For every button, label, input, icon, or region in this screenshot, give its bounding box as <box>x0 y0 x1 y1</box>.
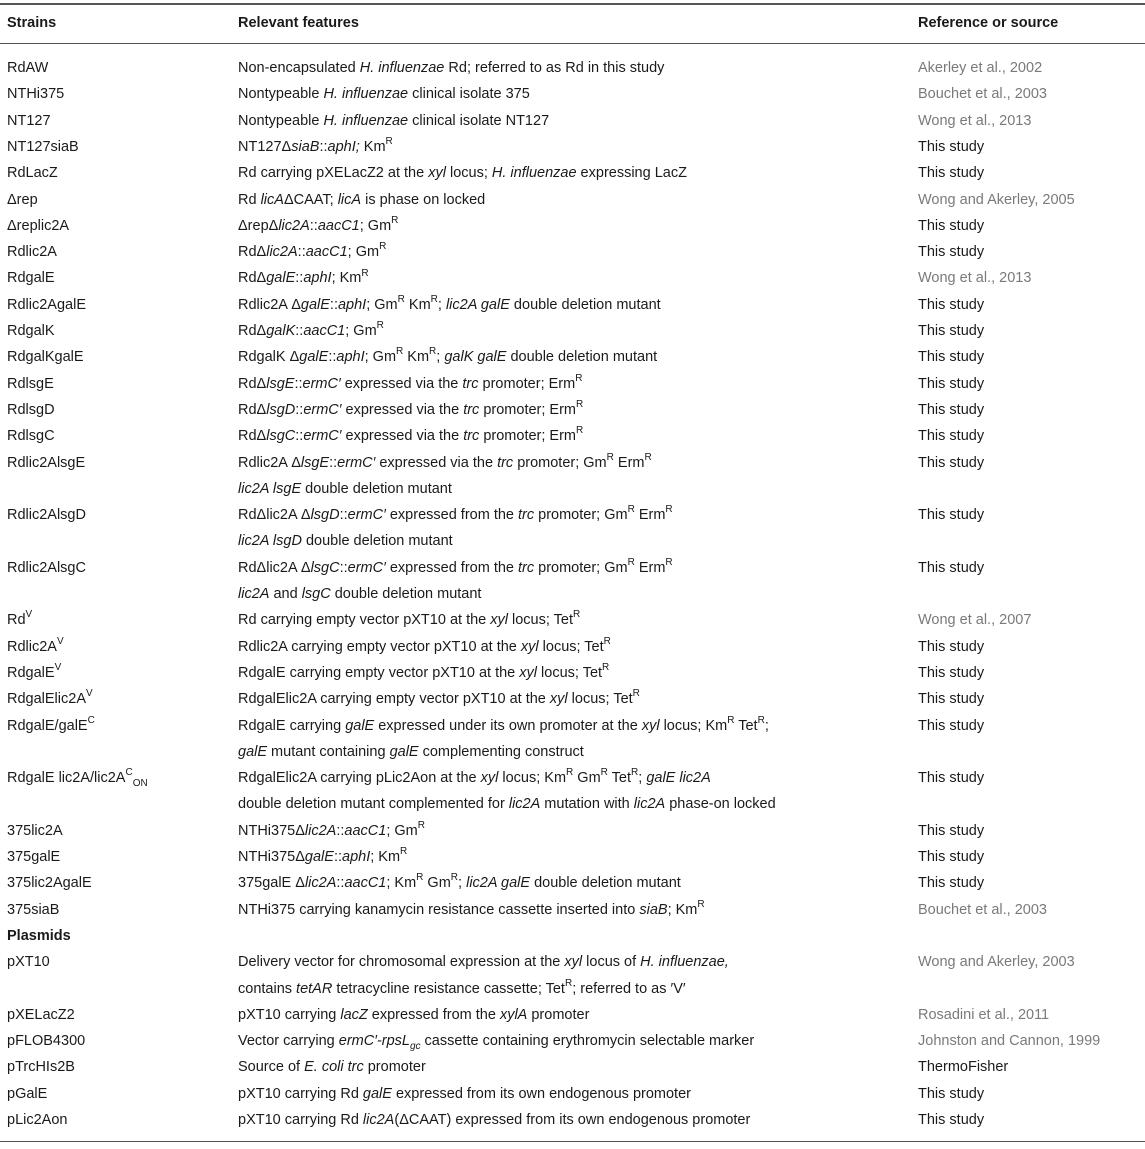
reference-citation: Wong and Akerley, 2005 <box>918 191 1075 208</box>
features-cell: Rd carrying pXELacZ2 at the xyl locus; H. influenzae expressing LacZ <box>238 165 687 182</box>
strain-cell: RdgalK <box>7 323 55 339</box>
features-cell: RdΔlsgC::ermC′ expressed via the trc promoter; Erm$^R$ <box>238 425 584 445</box>
strain-cell: RdgalE <box>7 270 55 287</box>
top-rule <box>0 3 1145 5</box>
strain-cell: RdlsgC <box>7 428 55 445</box>
table-row <box>0 581 1145 607</box>
features-cell: lic2A lsgE double deletion mutant <box>238 480 452 497</box>
section-heading: Plasmids <box>7 927 71 944</box>
bottom-rule <box>0 1141 1145 1142</box>
features-cell: Rd carrying empty vector pXT10 at the xyl locus; Tet$^R$ <box>238 609 581 629</box>
table-row <box>0 528 1145 554</box>
table-row <box>0 739 1145 765</box>
features-cell: NTHi375ΔgalE::aphI; $Km^R$ <box>238 846 408 865</box>
table-row <box>0 423 1145 449</box>
features-cell: RdgalElic2A carrying empty vector pXT10 at the xyl locus; Tet$^R$ <box>238 688 640 708</box>
features-cell: pXT10 carrying Rd lic2A(ΔCAAT) expressed from its own endogenous promoter <box>238 1112 751 1128</box>
reference-cell: ThermoFisher <box>918 1059 1009 1076</box>
strain-cell: RdAW <box>7 60 49 76</box>
features-cell: lic2A lsgD double deletion mutant <box>238 533 453 550</box>
reference-cell: This study <box>918 822 985 839</box>
header-row <box>0 10 1145 36</box>
header-rule <box>0 43 1145 44</box>
strain-cell: RdLacZ <box>7 165 58 182</box>
features-cell: NTHi375Δlic2A::aacC1; $Gm^R$ <box>238 819 425 839</box>
reference-cell: This study <box>918 770 985 787</box>
features-cell: Nontypeable H. influenzae clinical isolate 375 <box>238 86 530 103</box>
strain-cell: Δrep <box>7 191 38 208</box>
strain-cell: RdgalE $lic2A/lic2A^C_{ON}$ <box>7 767 148 789</box>
features-cell: pXT10 carrying Rd galE expressed from its own endogenous promoter <box>238 1085 691 1102</box>
reference-cell: This study <box>918 875 985 892</box>
features-cell: RdΔgalK::aacC1; $Gm^R$ <box>238 320 384 339</box>
table-row <box>0 791 1145 817</box>
table-row <box>0 213 1145 239</box>
strain-cell: pXELacZ2 <box>7 1006 75 1023</box>
reference-cell: This study <box>918 349 985 366</box>
table-row <box>0 870 1145 896</box>
features-cell: NTHi375 carrying kanamycin resistance cassette inserted into siaB; $Km^R$ <box>238 898 705 918</box>
strain-cell: pXT10 <box>7 954 50 971</box>
reference-citation: Bouchet et al., 2003 <box>918 86 1047 103</box>
table-row <box>0 1081 1145 1107</box>
features-cell: Rdlic2A carrying empty vector pXT10 at the xyl locus; Tet$^R$ <box>238 635 611 655</box>
table-row <box>0 502 1145 528</box>
table-row <box>0 371 1145 397</box>
features-cell: Nontypeable H. influenzae clinical isolate NT127 <box>238 112 550 129</box>
table-row <box>0 1054 1145 1080</box>
table-row <box>0 134 1145 160</box>
features-cell: RdgalE carrying galE expressed under its own promoter at the xyl locus; $Km^R$ Tet$^R$; <box>238 714 769 734</box>
strain-cell: Rdlic2A <box>7 244 57 261</box>
header-features: Relevant features <box>238 15 359 31</box>
reference-cell: This study <box>918 323 985 339</box>
features-cell: NT127ΔsiaB::aphI; $Km^R$ <box>238 136 393 155</box>
features-cell: ΔrepΔlic2A::aacC1; $Gm^R$ <box>238 214 399 234</box>
strain-cell: 375siaB <box>7 901 60 918</box>
features-cell: Source of E. coli trc promoter <box>238 1059 426 1076</box>
reference-cell: This study <box>918 1085 985 1102</box>
table-row <box>0 1028 1145 1054</box>
strain-cell: Rdlic2AlsgE <box>7 454 86 471</box>
table-row <box>0 686 1145 712</box>
strain-cell: pGalE <box>7 1085 48 1102</box>
strain-cell: RdgalE/galE$^C$ <box>7 714 95 734</box>
table-row <box>0 1107 1145 1133</box>
table-row <box>0 292 1145 318</box>
strain-cell: RdlsgE <box>7 375 54 392</box>
reference-cell: This study <box>918 217 985 234</box>
features-cell: Delivery vector for chromosomal expression at the xyl locus of H. influenzae, <box>238 954 729 971</box>
reference-cell: This study <box>918 1112 985 1128</box>
table-row <box>0 397 1145 423</box>
reference-cell: This study <box>918 401 985 418</box>
reference-citation: Wong and Akerley, 2003 <box>918 954 1075 971</box>
features-cell: RdΔlic2A ΔlsgD::ermC′ expressed from the trc promoter; $Gm^R$ Erm$^R$ <box>238 504 673 524</box>
table-row <box>0 765 1145 791</box>
features-cell: galE mutant containing galE complementing construct <box>238 743 584 760</box>
features-cell: RdgalElic2A carrying pLic2Aon at the xyl locus; $Km^R$ $Gm^R$ Tet$^R$; galE lic2A <box>238 767 711 787</box>
reference-cell: This study <box>918 691 985 708</box>
strain-cell: Rdlic2AlsgC <box>7 559 86 576</box>
features-cell: Vector carrying ermC′-rpsL$_{gc}$ cassette containing erythromycin selectable marker <box>238 1033 755 1052</box>
reference-cell: This study <box>918 165 985 182</box>
reference-cell: This study <box>918 375 985 392</box>
table-row <box>0 949 1145 975</box>
features-cell: RdgalE carrying empty vector pXT10 at the xyl locus; Tet$^R$ <box>238 662 610 681</box>
table-row <box>0 634 1145 660</box>
table-row <box>0 713 1145 739</box>
reference-citation: Wong et al., 2013 <box>918 112 1032 129</box>
reference-citation: Bouchet et al., 2003 <box>918 901 1047 918</box>
features-cell: contains tetAR tetracycline resistance cassette; Tet$^R$; referred to as ′V′ <box>238 977 686 997</box>
reference-cell: This study <box>918 559 985 576</box>
strain-cell: RdlsgD <box>7 401 55 418</box>
strain-cell: $RdgalElic2A^V$ <box>7 688 93 708</box>
features-cell: RdΔlsgE::ermC′ expressed via the trc promoter; Erm$^R$ <box>238 372 583 392</box>
table-row <box>0 55 1145 81</box>
table-row <box>0 897 1145 923</box>
table-row <box>0 476 1145 502</box>
reference-citation: Wong et al., 2013 <box>918 270 1032 287</box>
strain-cell: $Rd^V$ <box>7 609 33 629</box>
features-cell: Rdlic2A ΔgalE::aphI; $Gm^R$ $Km^R$; lic2A galE double deletion mutant <box>238 293 661 313</box>
table-row <box>0 555 1145 581</box>
features-cell: Non-encapsulated H. influenzae Rd; referred to as Rd in this study <box>238 60 665 76</box>
strain-cell: pTrcHIs2B <box>7 1059 75 1076</box>
table-row <box>0 239 1145 265</box>
table-row <box>0 1002 1145 1028</box>
table-row <box>0 607 1145 633</box>
features-cell: Rdlic2A ΔlsgE::ermC′ expressed via the trc promoter; $Gm^R$ Erm$^R$ <box>238 451 652 471</box>
table-row <box>0 318 1145 344</box>
reference-cell: This study <box>918 664 985 681</box>
reference-citation: Akerley et al., 2002 <box>918 60 1043 76</box>
strain-cell: RdgalE$^V$ <box>7 662 62 681</box>
strain-cell: pLic2Aon <box>7 1112 68 1128</box>
strain-cell: RdgalKgalE <box>7 349 84 366</box>
table-row <box>0 844 1145 870</box>
features-cell: Rd licAΔCAAT; licA is phase on locked <box>238 191 486 208</box>
table-row <box>0 187 1145 213</box>
features-cell: RdgalK ΔgalE::aphI; $Gm^R$ $Km^R$; galK galE double deletion mutant <box>238 346 658 366</box>
strain-cell: NT127siaB <box>7 138 79 155</box>
table-row <box>0 660 1145 686</box>
features-cell: 375galE Δlic2A::aacC1; $Km^R$ $Gm^R$; lic2A galE double deletion mutant <box>238 872 681 892</box>
strain-cell: 375lic2AgalE <box>7 875 92 892</box>
table-row <box>0 160 1145 186</box>
table-row <box>0 450 1145 476</box>
reference-citation: Rosadini et al., 2011 <box>918 1006 1050 1023</box>
reference-cell: This study <box>918 849 985 865</box>
table-row <box>0 818 1145 844</box>
header-strains: Strains <box>7 15 57 31</box>
strain-cell: NTHi375 <box>7 86 65 103</box>
features-cell: pXT10 carrying lacZ expressed from the xylA promoter <box>238 1006 590 1023</box>
reference-cell: This study <box>918 638 985 655</box>
strain-cell: Rdlic2AgalE <box>7 296 86 313</box>
section-heading-row <box>0 923 1145 949</box>
table-row <box>0 976 1145 1002</box>
table-row <box>0 265 1145 291</box>
table-row <box>0 108 1145 134</box>
table-row <box>0 81 1145 107</box>
reference-citation: Johnston and Cannon, 1999 <box>918 1033 1101 1050</box>
strain-cell: NT127 <box>7 112 51 129</box>
reference-cell: This study <box>918 244 985 261</box>
reference-cell: This study <box>918 428 985 445</box>
header-reference: Reference or source <box>918 15 1059 31</box>
table-row <box>0 344 1145 370</box>
reference-cell: This study <box>918 454 985 471</box>
strain-cell: 375lic2A <box>7 822 63 839</box>
reference-cell: This study <box>918 296 985 313</box>
features-cell: RdΔlic2A::aacC1; $Gm^R$ <box>238 241 387 261</box>
strain-cell: $Rdlic2A^V$ <box>7 635 64 655</box>
features-cell: RdΔlic2A ΔlsgC::ermC′ expressed from the trc promoter; $Gm^R$ Erm$^R$ <box>238 556 673 576</box>
strain-cell: pFLOB4300 <box>7 1033 86 1050</box>
strain-cell: 375galE <box>7 849 61 865</box>
features-cell: RdΔlsgD::ermC′ expressed via the trc promoter; Erm$^R$ <box>238 399 584 418</box>
reference-cell: This study <box>918 138 985 155</box>
reference-citation: Wong et al., 2007 <box>918 612 1032 629</box>
strain-cell: Δreplic2A <box>7 217 70 234</box>
features-cell: RdΔgalE::aphI; $Km^R$ <box>238 267 369 287</box>
strain-cell: Rdlic2AlsgD <box>7 507 86 524</box>
reference-cell: This study <box>918 507 985 524</box>
features-cell: lic2A and lsgC double deletion mutant <box>238 586 482 602</box>
reference-cell: This study <box>918 717 985 734</box>
features-cell: double deletion mutant complemented for lic2A mutation with lic2A phase-on locked <box>238 796 776 813</box>
